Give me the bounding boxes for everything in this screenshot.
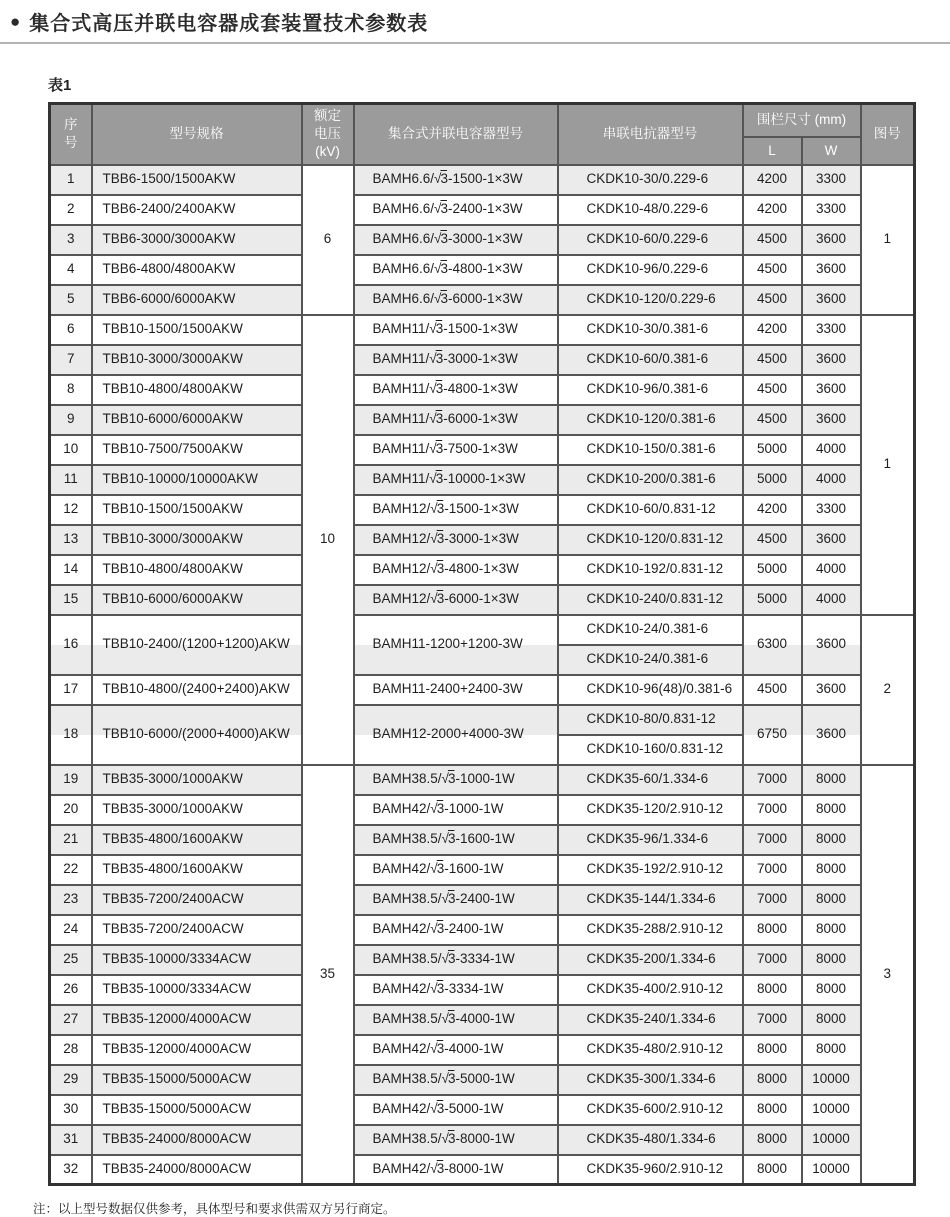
- cell-seq: 28: [50, 1035, 92, 1065]
- cell-fence-w: 3600: [802, 375, 861, 405]
- cell-seq: 13: [50, 525, 92, 555]
- cell-reactor: CKDK35-400/2.910-12: [558, 975, 743, 1005]
- cell-fence-l: 4500: [743, 405, 802, 435]
- cell-reactor: CKDK35-300/1.334-6: [558, 1065, 743, 1095]
- cell-model: TBB10-4800/4800AKW: [92, 555, 302, 585]
- cell-capacitor: BAMH38.5/√3-8000-1W: [354, 1125, 558, 1155]
- cell-model: TBB35-7200/2400ACW: [92, 885, 302, 915]
- cell-capacitor: BAMH38.5/√3-5000-1W: [354, 1065, 558, 1095]
- cell-fence-w: 3600: [802, 675, 861, 705]
- cell-capacitor: BAMH11-2400+2400-3W: [354, 675, 558, 705]
- col-header-fence: 围栏尺寸 (mm): [743, 104, 861, 137]
- page-header: [0, 0, 950, 36]
- table-row: [50, 225, 915, 255]
- cell-capacitor: BAMH42/√3-4000-1W: [354, 1035, 558, 1065]
- col-header-figure: 图号: [861, 104, 915, 165]
- cell-model: TBB10-4800/(2400+2400)AKW: [92, 675, 302, 705]
- cell-fence-l: 5000: [743, 585, 802, 615]
- table-row: [50, 1065, 915, 1095]
- cell-reactor: CKDK10-96(48)/0.381-6: [558, 675, 743, 705]
- cell-reactor: CKDK10-30/0.229-6: [558, 165, 743, 195]
- cell-seq: 5: [50, 285, 92, 315]
- cell-seq: 30: [50, 1095, 92, 1125]
- cell-model: TBB10-2400/(1200+1200)AKW: [92, 615, 302, 675]
- cell-seq: 6: [50, 315, 92, 345]
- cell-capacitor: BAMH11/√3-3000-1×3W: [354, 345, 558, 375]
- table-row: [50, 705, 915, 735]
- cell-model: TBB35-4800/1600AKW: [92, 825, 302, 855]
- table-row: [50, 465, 915, 495]
- cell-model: TBB10-7500/7500AKW: [92, 435, 302, 465]
- cell-model: TBB35-3000/1000AKW: [92, 795, 302, 825]
- cell-fence-w: 8000: [802, 885, 861, 915]
- cell-model: TBB35-24000/8000ACW: [92, 1125, 302, 1155]
- cell-reactor: CKDK35-288/2.910-12: [558, 915, 743, 945]
- cell-capacitor: BAMH6.6/√3-2400-1×3W: [354, 195, 558, 225]
- cell-seq: 7: [50, 345, 92, 375]
- cell-seq: 22: [50, 855, 92, 885]
- cell-fence-l: 8000: [743, 1155, 802, 1185]
- cell-reactor: CKDK10-120/0.381-6: [558, 405, 743, 435]
- cell-fence-w: 8000: [802, 795, 861, 825]
- cell-reactor: CKDK10-120/0.831-12: [558, 525, 743, 555]
- cell-capacitor: BAMH12/√3-1500-1×3W: [354, 495, 558, 525]
- cell-capacitor: BAMH11/√3-10000-1×3W: [354, 465, 558, 495]
- col-header-fence-l: L: [743, 137, 802, 165]
- cell-capacitor: BAMH38.5/√3-4000-1W: [354, 1005, 558, 1035]
- cell-fence-w: 3300: [802, 315, 861, 345]
- cell-capacitor: BAMH6.6/√3-4800-1×3W: [354, 255, 558, 285]
- cell-model: TBB6-3000/3000AKW: [92, 225, 302, 255]
- cell-seq: 9: [50, 405, 92, 435]
- cell-capacitor: BAMH42/√3-1600-1W: [354, 855, 558, 885]
- cell-fence-l: 4500: [743, 345, 802, 375]
- table-row: [50, 1005, 915, 1035]
- cell-capacitor: BAMH42/√3-2400-1W: [354, 915, 558, 945]
- table-row: [50, 825, 915, 855]
- cell-fence-w: 3600: [802, 405, 861, 435]
- cell-model: TBB10-4800/4800AKW: [92, 375, 302, 405]
- cell-figure: 2: [861, 615, 915, 765]
- table-row: [50, 1095, 915, 1125]
- cell-fence-w: 10000: [802, 1095, 861, 1125]
- cell-reactor: CKDK35-480/1.334-6: [558, 1125, 743, 1155]
- cell-model: TBB35-10000/3334ACW: [92, 975, 302, 1005]
- cell-fence-l: 7000: [743, 885, 802, 915]
- cell-fence-l: 7000: [743, 1005, 802, 1035]
- col-header-seq: 序 号: [50, 104, 92, 165]
- cell-fence-w: 8000: [802, 765, 861, 795]
- cell-reactor: CKDK10-200/0.381-6: [558, 465, 743, 495]
- cell-fence-w: 3600: [802, 225, 861, 255]
- cell-model: TBB35-24000/8000ACW: [92, 1155, 302, 1185]
- cell-reactor: CKDK35-120/2.910-12: [558, 795, 743, 825]
- cell-seq: 2: [50, 195, 92, 225]
- cell-reactor: CKDK10-160/0.831-12: [558, 735, 743, 765]
- cell-reactor: CKDK10-96/0.229-6: [558, 255, 743, 285]
- cell-fence-l: 8000: [743, 1065, 802, 1095]
- cell-fence-w: 3300: [802, 165, 861, 195]
- cell-fence-l: 4200: [743, 195, 802, 225]
- cell-seq: 17: [50, 675, 92, 705]
- cell-reactor: CKDK10-96/0.381-6: [558, 375, 743, 405]
- cell-seq: 14: [50, 555, 92, 585]
- table-row: [50, 255, 915, 285]
- cell-fence-w: 4000: [802, 555, 861, 585]
- cell-fence-l: 4500: [743, 225, 802, 255]
- cell-reactor: CKDK35-144/1.334-6: [558, 885, 743, 915]
- cell-capacitor: BAMH38.5/√3-2400-1W: [354, 885, 558, 915]
- cell-figure: 1: [861, 315, 915, 615]
- cell-capacitor: BAMH12/√3-3000-1×3W: [354, 525, 558, 555]
- cell-fence-w: 3600: [802, 345, 861, 375]
- cell-reactor: CKDK35-480/2.910-12: [558, 1035, 743, 1065]
- cell-model: TBB35-12000/4000ACW: [92, 1035, 302, 1065]
- cell-model: TBB35-15000/5000ACW: [92, 1095, 302, 1125]
- cell-fence-w: 3300: [802, 495, 861, 525]
- cell-fence-l: 8000: [743, 1035, 802, 1065]
- footnote: 注：以上型号数据仅供参考，具体型号和要求供需双方另行商定。: [33, 1202, 396, 1217]
- table-row: [50, 1125, 915, 1155]
- cell-fence-w: 3600: [802, 285, 861, 315]
- table-row: [50, 315, 915, 345]
- cell-fence-w: 3600: [802, 525, 861, 555]
- cell-model: TBB10-3000/3000AKW: [92, 525, 302, 555]
- cell-seq: 20: [50, 795, 92, 825]
- cell-capacitor: BAMH38.5/√3-1000-1W: [354, 765, 558, 795]
- cell-capacitor: BAMH38.5/√3-3334-1W: [354, 945, 558, 975]
- cell-capacitor: BAMH12/√3-4800-1×3W: [354, 555, 558, 585]
- cell-fence-l: 7000: [743, 795, 802, 825]
- col-header-fence-w: W: [802, 137, 861, 165]
- cell-model: TBB35-15000/5000ACW: [92, 1065, 302, 1095]
- cell-fence-w: 3600: [802, 615, 861, 675]
- cell-fence-l: 8000: [743, 915, 802, 945]
- cell-model: TBB35-10000/3334ACW: [92, 945, 302, 975]
- cell-seq: 16: [50, 615, 92, 675]
- cell-capacitor: BAMH6.6/√3-1500-1×3W: [354, 165, 558, 195]
- cell-fence-l: 4500: [743, 255, 802, 285]
- cell-capacitor: BAMH11-1200+1200-3W: [354, 615, 558, 675]
- cell-seq: 15: [50, 585, 92, 615]
- cell-reactor: CKDK10-80/0.831-12: [558, 705, 743, 735]
- cell-reactor: CKDK10-30/0.381-6: [558, 315, 743, 345]
- cell-reactor: CKDK35-60/1.334-6: [558, 765, 743, 795]
- cell-fence-w: 8000: [802, 975, 861, 1005]
- cell-reactor: CKDK10-192/0.831-12: [558, 555, 743, 585]
- cell-reactor: CKDK35-96/1.334-6: [558, 825, 743, 855]
- cell-fence-l: 6300: [743, 615, 802, 675]
- cell-fence-l: 4500: [743, 525, 802, 555]
- cell-reactor: CKDK35-600/2.910-12: [558, 1095, 743, 1125]
- page-title: 集合式高压并联电容器成套装置技术参数表: [29, 13, 429, 35]
- table-row: [50, 1035, 915, 1065]
- table-row: [50, 525, 915, 555]
- cell-fence-l: 4200: [743, 165, 802, 195]
- cell-seq: 31: [50, 1125, 92, 1155]
- cell-capacitor: BAMH12/√3-6000-1×3W: [354, 585, 558, 615]
- cell-fence-l: 4500: [743, 675, 802, 705]
- cell-capacitor: BAMH38.5/√3-1600-1W: [354, 825, 558, 855]
- cell-fence-w: 3600: [802, 255, 861, 285]
- table-row: [50, 585, 915, 615]
- cell-voltage: 6: [302, 165, 354, 315]
- cell-reactor: CKDK10-60/0.229-6: [558, 225, 743, 255]
- col-header-model: 型号规格: [92, 104, 302, 165]
- cell-fence-l: 8000: [743, 1125, 802, 1155]
- cell-fence-w: 4000: [802, 585, 861, 615]
- cell-fence-w: 8000: [802, 855, 861, 885]
- cell-seq: 19: [50, 765, 92, 795]
- cell-fence-w: 8000: [802, 825, 861, 855]
- cell-fence-w: 8000: [802, 1005, 861, 1035]
- col-header-voltage: 额定 电压 (kV): [302, 104, 354, 165]
- table-header: [50, 104, 915, 165]
- cell-model: TBB6-1500/1500AKW: [92, 165, 302, 195]
- cell-fence-l: 7000: [743, 765, 802, 795]
- table-row: [50, 885, 915, 915]
- cell-seq: 24: [50, 915, 92, 945]
- cell-fence-l: 5000: [743, 435, 802, 465]
- cell-fence-w: 10000: [802, 1125, 861, 1155]
- cell-fence-w: 10000: [802, 1065, 861, 1095]
- cell-seq: 18: [50, 705, 92, 765]
- table-row: [50, 165, 915, 195]
- cell-reactor: CKDK35-200/1.334-6: [558, 945, 743, 975]
- table-row: [50, 945, 915, 975]
- cell-seq: 23: [50, 885, 92, 915]
- col-header-reactor: 串联电抗器型号: [558, 104, 743, 165]
- cell-fence-l: 4200: [743, 495, 802, 525]
- cell-model: TBB10-6000/(2000+4000)AKW: [92, 705, 302, 765]
- cell-fence-l: 8000: [743, 975, 802, 1005]
- cell-seq: 4: [50, 255, 92, 285]
- cell-fence-w: 8000: [802, 1035, 861, 1065]
- cell-capacitor: BAMH42/√3-3334-1W: [354, 975, 558, 1005]
- cell-capacitor: BAMH6.6/√3-6000-1×3W: [354, 285, 558, 315]
- table-row: [50, 495, 915, 525]
- cell-capacitor: BAMH42/√3-5000-1W: [354, 1095, 558, 1125]
- cell-reactor: CKDK10-60/0.381-6: [558, 345, 743, 375]
- cell-capacitor: BAMH42/√3-8000-1W: [354, 1155, 558, 1185]
- cell-capacitor: BAMH42/√3-1000-1W: [354, 795, 558, 825]
- table-row: [50, 615, 915, 645]
- cell-seq: 26: [50, 975, 92, 1005]
- col-header-capacitor: 集合式并联电容器型号: [354, 104, 558, 165]
- cell-fence-w: 8000: [802, 945, 861, 975]
- cell-seq: 25: [50, 945, 92, 975]
- cell-model: TBB10-10000/10000AKW: [92, 465, 302, 495]
- cell-fence-l: 4200: [743, 315, 802, 345]
- table-row: [50, 765, 915, 795]
- cell-fence-l: 4500: [743, 285, 802, 315]
- cell-fence-l: 7000: [743, 855, 802, 885]
- cell-model: TBB35-12000/4000ACW: [92, 1005, 302, 1035]
- table-row: [50, 285, 915, 315]
- cell-seq: 12: [50, 495, 92, 525]
- cell-reactor: CKDK10-48/0.229-6: [558, 195, 743, 225]
- cell-fence-w: 3600: [802, 705, 861, 765]
- title-divider: [0, 42, 950, 44]
- cell-fence-w: 4000: [802, 465, 861, 495]
- cell-reactor: CKDK35-240/1.334-6: [558, 1005, 743, 1035]
- bullet-icon: ●: [10, 12, 21, 31]
- cell-reactor: CKDK35-192/2.910-12: [558, 855, 743, 885]
- cell-seq: 11: [50, 465, 92, 495]
- cell-seq: 21: [50, 825, 92, 855]
- cell-figure: 1: [861, 165, 915, 315]
- cell-reactor: CKDK10-24/0.381-6: [558, 645, 743, 675]
- cell-model: TBB10-6000/6000AKW: [92, 585, 302, 615]
- cell-model: TBB10-1500/1500AKW: [92, 315, 302, 345]
- cell-fence-l: 8000: [743, 1095, 802, 1125]
- cell-figure: 3: [861, 765, 915, 1185]
- table-row: [50, 375, 915, 405]
- cell-model: TBB10-3000/3000AKW: [92, 345, 302, 375]
- cell-seq: 29: [50, 1065, 92, 1095]
- cell-fence-w: 3300: [802, 195, 861, 225]
- cell-voltage: 10: [302, 315, 354, 765]
- cell-model: TBB35-3000/1000AKW: [92, 765, 302, 795]
- table-row: [50, 435, 915, 465]
- table-row: [50, 675, 915, 705]
- table-label: 表1: [48, 77, 72, 94]
- cell-reactor: CKDK10-24/0.381-6: [558, 615, 743, 645]
- table-row: [50, 855, 915, 885]
- cell-reactor: CKDK10-60/0.831-12: [558, 495, 743, 525]
- cell-fence-w: 4000: [802, 435, 861, 465]
- cell-model: TBB35-7200/2400ACW: [92, 915, 302, 945]
- cell-model: TBB10-6000/6000AKW: [92, 405, 302, 435]
- cell-fence-l: 6750: [743, 705, 802, 765]
- cell-model: TBB35-4800/1600AKW: [92, 855, 302, 885]
- table-row: [50, 915, 915, 945]
- cell-capacitor: BAMH11/√3-6000-1×3W: [354, 405, 558, 435]
- cell-fence-w: 8000: [802, 915, 861, 945]
- cell-seq: 10: [50, 435, 92, 465]
- cell-fence-l: 5000: [743, 465, 802, 495]
- cell-reactor: CKDK10-240/0.831-12: [558, 585, 743, 615]
- cell-reactor: CKDK10-120/0.229-6: [558, 285, 743, 315]
- table-row: [50, 555, 915, 585]
- table-row: [50, 405, 915, 435]
- cell-seq: 8: [50, 375, 92, 405]
- table-row: [50, 345, 915, 375]
- cell-fence-l: 5000: [743, 555, 802, 585]
- parameters-table: [48, 102, 916, 1186]
- cell-seq: 32: [50, 1155, 92, 1185]
- cell-capacitor: BAMH11/√3-1500-1×3W: [354, 315, 558, 345]
- cell-fence-l: 7000: [743, 825, 802, 855]
- cell-voltage: 35: [302, 765, 354, 1185]
- cell-seq: 1: [50, 165, 92, 195]
- cell-capacitor: BAMH6.6/√3-3000-1×3W: [354, 225, 558, 255]
- cell-model: TBB6-2400/2400AKW: [92, 195, 302, 225]
- cell-reactor: CKDK35-960/2.910-12: [558, 1155, 743, 1185]
- cell-fence-l: 7000: [743, 945, 802, 975]
- cell-model: TBB6-6000/6000AKW: [92, 285, 302, 315]
- cell-seq: 27: [50, 1005, 92, 1035]
- cell-seq: 3: [50, 225, 92, 255]
- table-row: [50, 1155, 915, 1185]
- cell-fence-w: 10000: [802, 1155, 861, 1185]
- table-row: [50, 195, 915, 225]
- table-row: [50, 975, 915, 1005]
- cell-model: TBB10-1500/1500AKW: [92, 495, 302, 525]
- cell-fence-l: 4500: [743, 375, 802, 405]
- cell-capacitor: BAMH11/√3-7500-1×3W: [354, 435, 558, 465]
- cell-capacitor: BAMH11/√3-4800-1×3W: [354, 375, 558, 405]
- cell-capacitor: BAMH12-2000+4000-3W: [354, 705, 558, 765]
- cell-model: TBB6-4800/4800AKW: [92, 255, 302, 285]
- table-row: [50, 795, 915, 825]
- cell-reactor: CKDK10-150/0.381-6: [558, 435, 743, 465]
